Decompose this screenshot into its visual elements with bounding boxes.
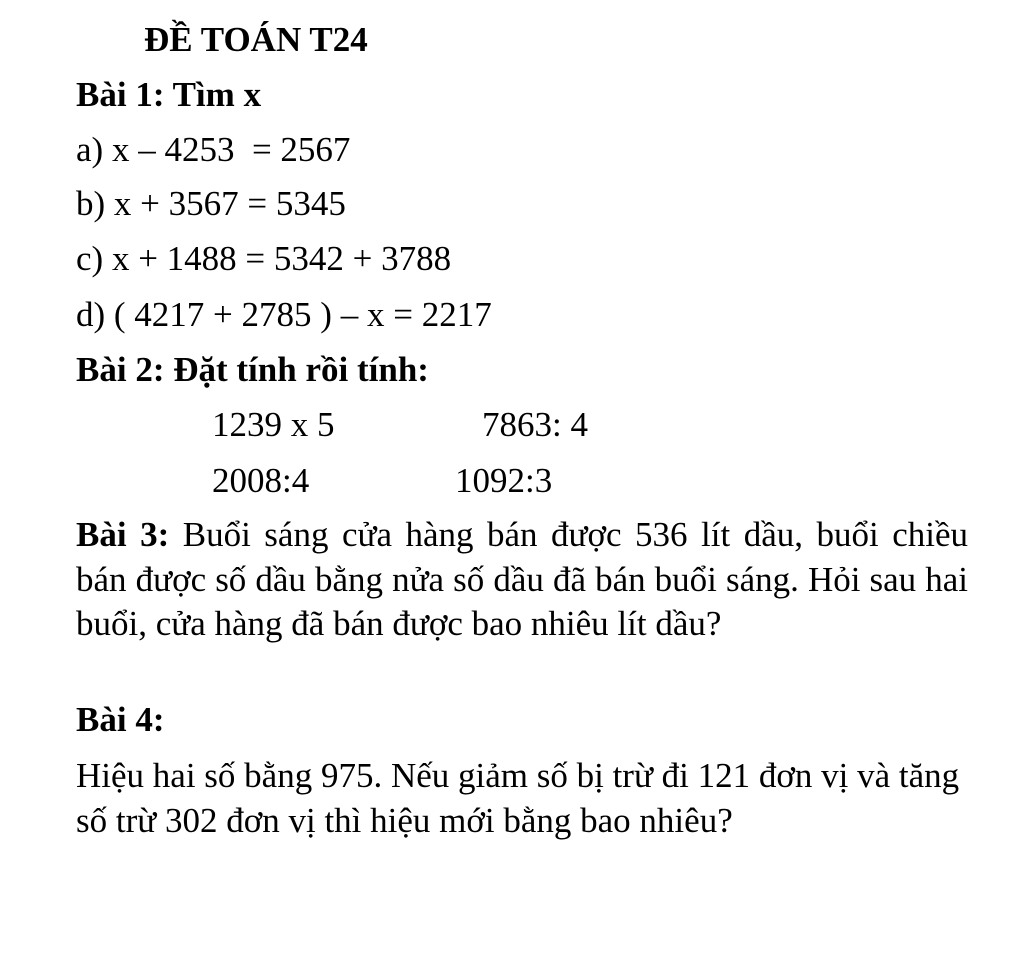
bai3-text: Buổi sáng cửa hàng bán được 536 lít dầu, buổi chiều bán được số dầu bằng nửa số dầu đã bán buổi sáng. Hỏi sau hai buổi, cửa hàng đã bán được bao nhiêu lít dầu? — [76, 515, 969, 643]
bai2-calc-3: 2008:4 — [212, 461, 310, 500]
bai1-item-d: d) ( 4217 + 2785 ) – x = 2217 — [76, 295, 492, 334]
bai2-calc-2: 7863: 4 — [482, 405, 588, 444]
bai2-calc-4: 1092:3 — [455, 461, 553, 500]
bai1-item-c: c) x + 1488 = 5342 + 3788 — [76, 239, 452, 278]
bai4-heading: Bài 4: — [76, 700, 165, 739]
bai4-text: Hiệu hai số bằng 975. Nếu giảm số bị trừ đi 121 đơn vị và tăng số trừ 302 đơn vị thì hiệu mới bằng bao nhiêu? — [76, 756, 960, 840]
bai2-heading: Bài 2: Đặt tính rồi tính: — [76, 350, 429, 389]
bai2-calc-1: 1239 x 5 — [212, 405, 335, 444]
page-title: ĐỀ TOÁN T24 — [144, 20, 368, 59]
bai3-label: Bài 3: — [76, 515, 170, 554]
bai3-paragraph — [76, 513, 968, 647]
bai1-heading: Bài 1: Tìm x — [76, 75, 262, 114]
bai1-item-b: b) x + 3567 = 5345 — [76, 184, 346, 223]
bai1-item-a: a) x – 4253 = 2567 — [76, 130, 351, 169]
